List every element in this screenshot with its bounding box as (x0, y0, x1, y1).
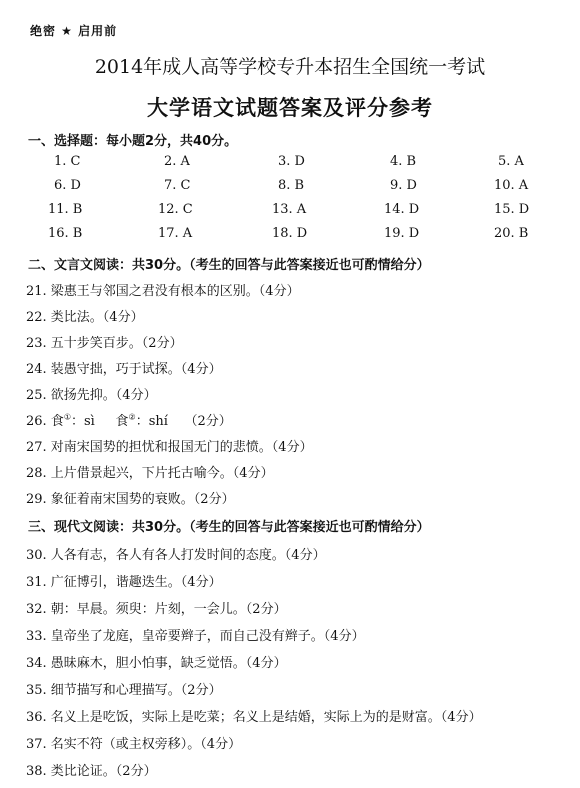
choice-answer: 7. C (164, 178, 191, 193)
answer-item: 35. 细节描写和心理描写。（2分） (26, 683, 222, 698)
answer-item: 33. 皇帝坐了龙庭，皇帝要辫子，而自己没有辫子。（4分） (26, 629, 365, 644)
item-number: 26. (26, 414, 47, 429)
choice-answer: 14. D (384, 202, 420, 217)
choice-answer: 13. A (272, 202, 307, 217)
note-mark: ② (128, 412, 136, 422)
choice-answer: 17. A (158, 226, 193, 241)
answer-item: 38. 类比论证。（2分） (26, 764, 157, 779)
section-heading-modern: 三、现代文阅读：共30分。（考生的回答与此答案接近也可酌情给分） (28, 520, 430, 535)
answer-item: 37. 名实不符（或主权旁移）。（4分） (26, 737, 242, 752)
choice-answer-grid (28, 154, 548, 250)
score: （2分） (184, 414, 232, 429)
choice-row (28, 226, 548, 250)
choice-answer: 10. A (494, 178, 529, 193)
answer-item-26 (26, 410, 232, 429)
choice-answer: 15. D (494, 202, 530, 217)
answer-item: 30. 人各有志，各人有各人打发时间的态度。（4分） (26, 548, 326, 563)
choice-answer: 6. D (54, 178, 81, 193)
choice-answer: 18. D (272, 226, 308, 241)
choice-answer: 20. B (494, 226, 529, 241)
choice-answer: 5. A (498, 154, 524, 169)
choice-row (28, 154, 548, 178)
answer-item: 34. 愚昧麻木，胆小怕事，缺乏觉悟。（4分） (26, 656, 287, 671)
answer-item: 32. 朝：早晨。须臾：片刻，一会儿。（2分） (26, 602, 287, 617)
choice-answer: 3. D (278, 154, 305, 169)
note-mark: ① (63, 412, 72, 422)
answer-item: 22. 类比法。（4分） (26, 310, 144, 325)
section-heading-choice: 一、选择题：每小题2分，共40分。 (28, 134, 238, 149)
char-word: 食 (50, 414, 64, 429)
answer-item: 21. 梁惠王与邻国之君没有根本的区别。（4分） (26, 284, 300, 299)
answer-item: 31. 广征博引，谐趣迭生。（4分） (26, 575, 222, 590)
choice-answer: 19. D (384, 226, 420, 241)
exam-title: 2014年成人高等学校专升本招生全国统一考试 (94, 56, 486, 78)
char-word: 食 (115, 414, 129, 429)
choice-answer: 4. B (390, 154, 417, 169)
answer-item: 36. 名义上是吃饭，实际上是吃菜；名义上是结婚，实际上为的是财富。（4分） (26, 710, 482, 725)
choice-answer: 8. B (278, 178, 305, 193)
choice-answer: 2. A (164, 154, 190, 169)
pinyin: ：shí (135, 414, 168, 429)
answer-title: 大学语文试题答案及评分参考 (147, 96, 433, 120)
answer-item: 28. 上片借景起兴，下片托古喻今。（4分） (26, 466, 274, 481)
pinyin: ：sì (71, 414, 95, 429)
choice-answer: 12. C (158, 202, 193, 217)
answer-item: 27. 对南宋国势的担忧和报国无门的悲愤。（4分） (26, 440, 313, 455)
answer-item: 23. 五十步笑百步。（2分） (26, 336, 183, 351)
choice-row (28, 178, 548, 202)
choice-answer: 11. B (48, 202, 83, 217)
answer-item: 24. 装愚守拙，巧于试探。（4分） (26, 362, 222, 377)
choice-answer: 1. C (54, 154, 81, 169)
choice-answer: 16. B (48, 226, 83, 241)
section-heading-classical: 二、文言文阅读：共30分。（考生的回答与此答案接近也可酌情给分） (28, 258, 430, 273)
confidential-mark: 绝密 ★ 启用前 (30, 24, 118, 38)
answer-item: 25. 欲扬先抑。（4分） (26, 388, 157, 403)
choice-answer: 9. D (390, 178, 417, 193)
choice-row (28, 202, 548, 226)
answer-item: 29. 象征着南宋国势的衰败。（2分） (26, 492, 235, 507)
